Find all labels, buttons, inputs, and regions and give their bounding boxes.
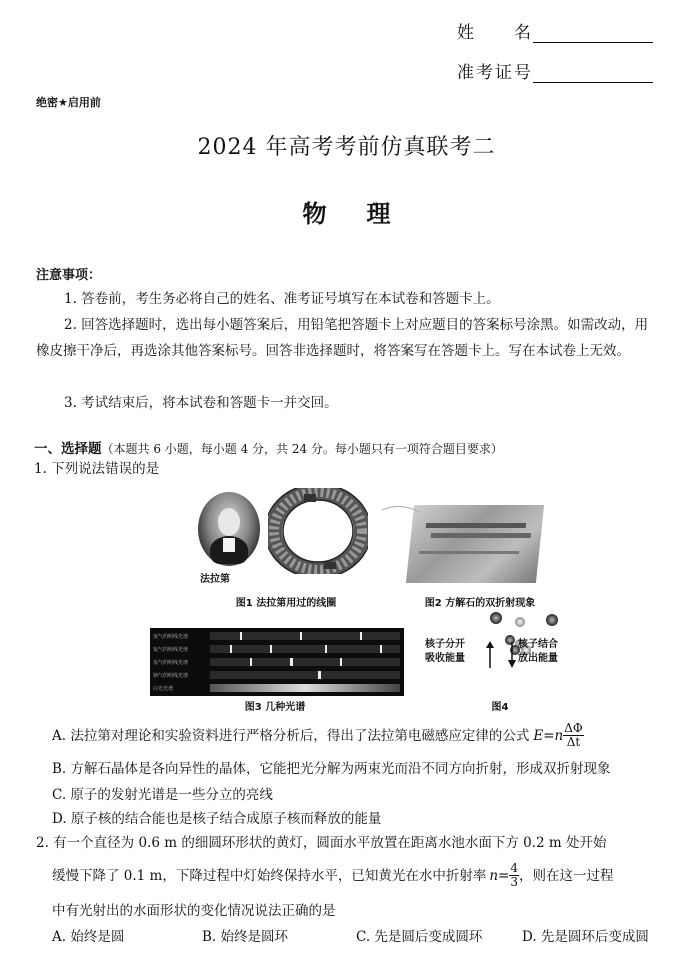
- spectrum-label: 氢气的明线光谱: [153, 634, 189, 640]
- name-blank[interactable]: [533, 24, 653, 43]
- q2-option-c: C. 先是圆后变成圆环: [356, 929, 483, 945]
- id-field: [457, 58, 653, 83]
- q1-formula-den: Δt: [566, 735, 581, 749]
- q2-index-fraction: [509, 862, 519, 889]
- q2-option-d: D. 先是圆环后变成圆: [522, 929, 649, 945]
- subject-title: 物理: [302, 199, 431, 228]
- name-label: 姓 名: [457, 23, 533, 43]
- notice-heading: 注意事项：: [36, 268, 102, 283]
- q2-index-var: n=: [489, 867, 510, 884]
- coil-icon: [268, 488, 368, 574]
- fig2-caption: 图2 方解石的双折射现象: [424, 598, 536, 609]
- spectrum-labels: [153, 631, 188, 696]
- q2-line-1: 2. 有一个直径为 0.6 m 的细圆环形状的黄灯，圆面水平放置在距离水池水面下方 0.2 m 处开始: [36, 835, 607, 851]
- spectrum-label: 氖气的明线光谱: [153, 660, 189, 666]
- secret-label: 绝密★启用前: [36, 96, 101, 109]
- id-label: 准考证号: [457, 63, 533, 83]
- q2-line-2-post: ，则在这一过程: [519, 867, 614, 884]
- q2-index-num: 4: [510, 861, 519, 875]
- decorative-line: [380, 500, 440, 520]
- notice-item-2: 2. 回答选择题时，选出每小题答案后，用铅笔把答题卡上对应题目的答案标号涂黑。如需改动，用橡皮擦干净后，再选涂其他答案标号。回答非选择题时，将答案写在答题卡上。写在本试卷上无效。: [36, 317, 649, 359]
- q2-line-2-pre: 缓慢下降了 0.1 m，下降过程中灯始终保持水平，已知黄光在水中折射率: [52, 867, 487, 884]
- section-heading-desc: （本题共 6 小题，每小题 4 分，共 24 分。每小题只有一项符合题目要求）: [101, 442, 503, 456]
- exam-title: 2024 年高考考前仿真联考二: [197, 135, 496, 160]
- q2-option-b: B. 始终是圆环: [202, 929, 289, 945]
- q2-option-a: A. 始终是圆: [52, 929, 125, 945]
- q2-index-den: 3: [510, 875, 519, 889]
- name-field: [457, 18, 653, 43]
- notice-item-1: 1. 答卷前，考生务必将自己的姓名、准考证号填写在本试卷和答题卡上。: [64, 291, 500, 307]
- faraday-portrait: [198, 492, 260, 566]
- fig4-left-label: 核子分开 吸收能量: [425, 639, 465, 664]
- q1-formula-fraction: [563, 722, 584, 749]
- faraday-label: 法拉第: [200, 574, 230, 585]
- q1-formula-num: ΔΦ: [564, 721, 583, 735]
- q1-option-c: C. 原子的发射光谱是一些分立的亮线: [52, 787, 273, 803]
- fig4-caption: 图4: [491, 702, 509, 713]
- q1-stem: 1. 下列说法错误的是: [34, 461, 160, 477]
- q2-line-2: [52, 862, 614, 889]
- q1-option-a: [52, 722, 584, 749]
- q1-option-b: B. 方解石晶体是各向异性的晶体，它能把光分解为两束光而沿不同方向折射，形成双折射现象: [52, 761, 611, 777]
- notice-item-3: 3. 考试结束后，将本试卷和答题卡一并交回。: [64, 395, 338, 411]
- spectra-figure: [150, 628, 404, 696]
- q1-option-d: D. 原子核的结合能也是核子结合成原子核而释放的能量: [52, 811, 382, 827]
- section-heading-title: 一、选择题: [34, 441, 102, 457]
- q1-formula-lhs: E=n: [533, 727, 564, 744]
- spectrum-bands: [150, 628, 404, 696]
- fig3-caption: 图3 几种光谱: [244, 702, 306, 713]
- arrows-icon: [482, 640, 522, 670]
- q2-line-3: 中有光射出的水面形状的变化情况说法正确的是: [52, 903, 336, 919]
- section-heading: [34, 437, 503, 457]
- q1-option-a-text: A. 法拉第对理论和实验资料进行严格分析后，得出了法拉第电磁感应定律的公式: [52, 727, 530, 744]
- spectrum-label: 白光光谱: [153, 686, 174, 692]
- spectrum-label: 氦气的明线光谱: [153, 647, 189, 653]
- fig4-right-label: 核子结合 放出能量: [518, 639, 558, 664]
- fig1-caption: 图1 法拉第用过的线圈: [235, 598, 337, 609]
- spectrum-label: 钠气的明线光谱: [153, 673, 189, 679]
- id-blank[interactable]: [533, 64, 653, 83]
